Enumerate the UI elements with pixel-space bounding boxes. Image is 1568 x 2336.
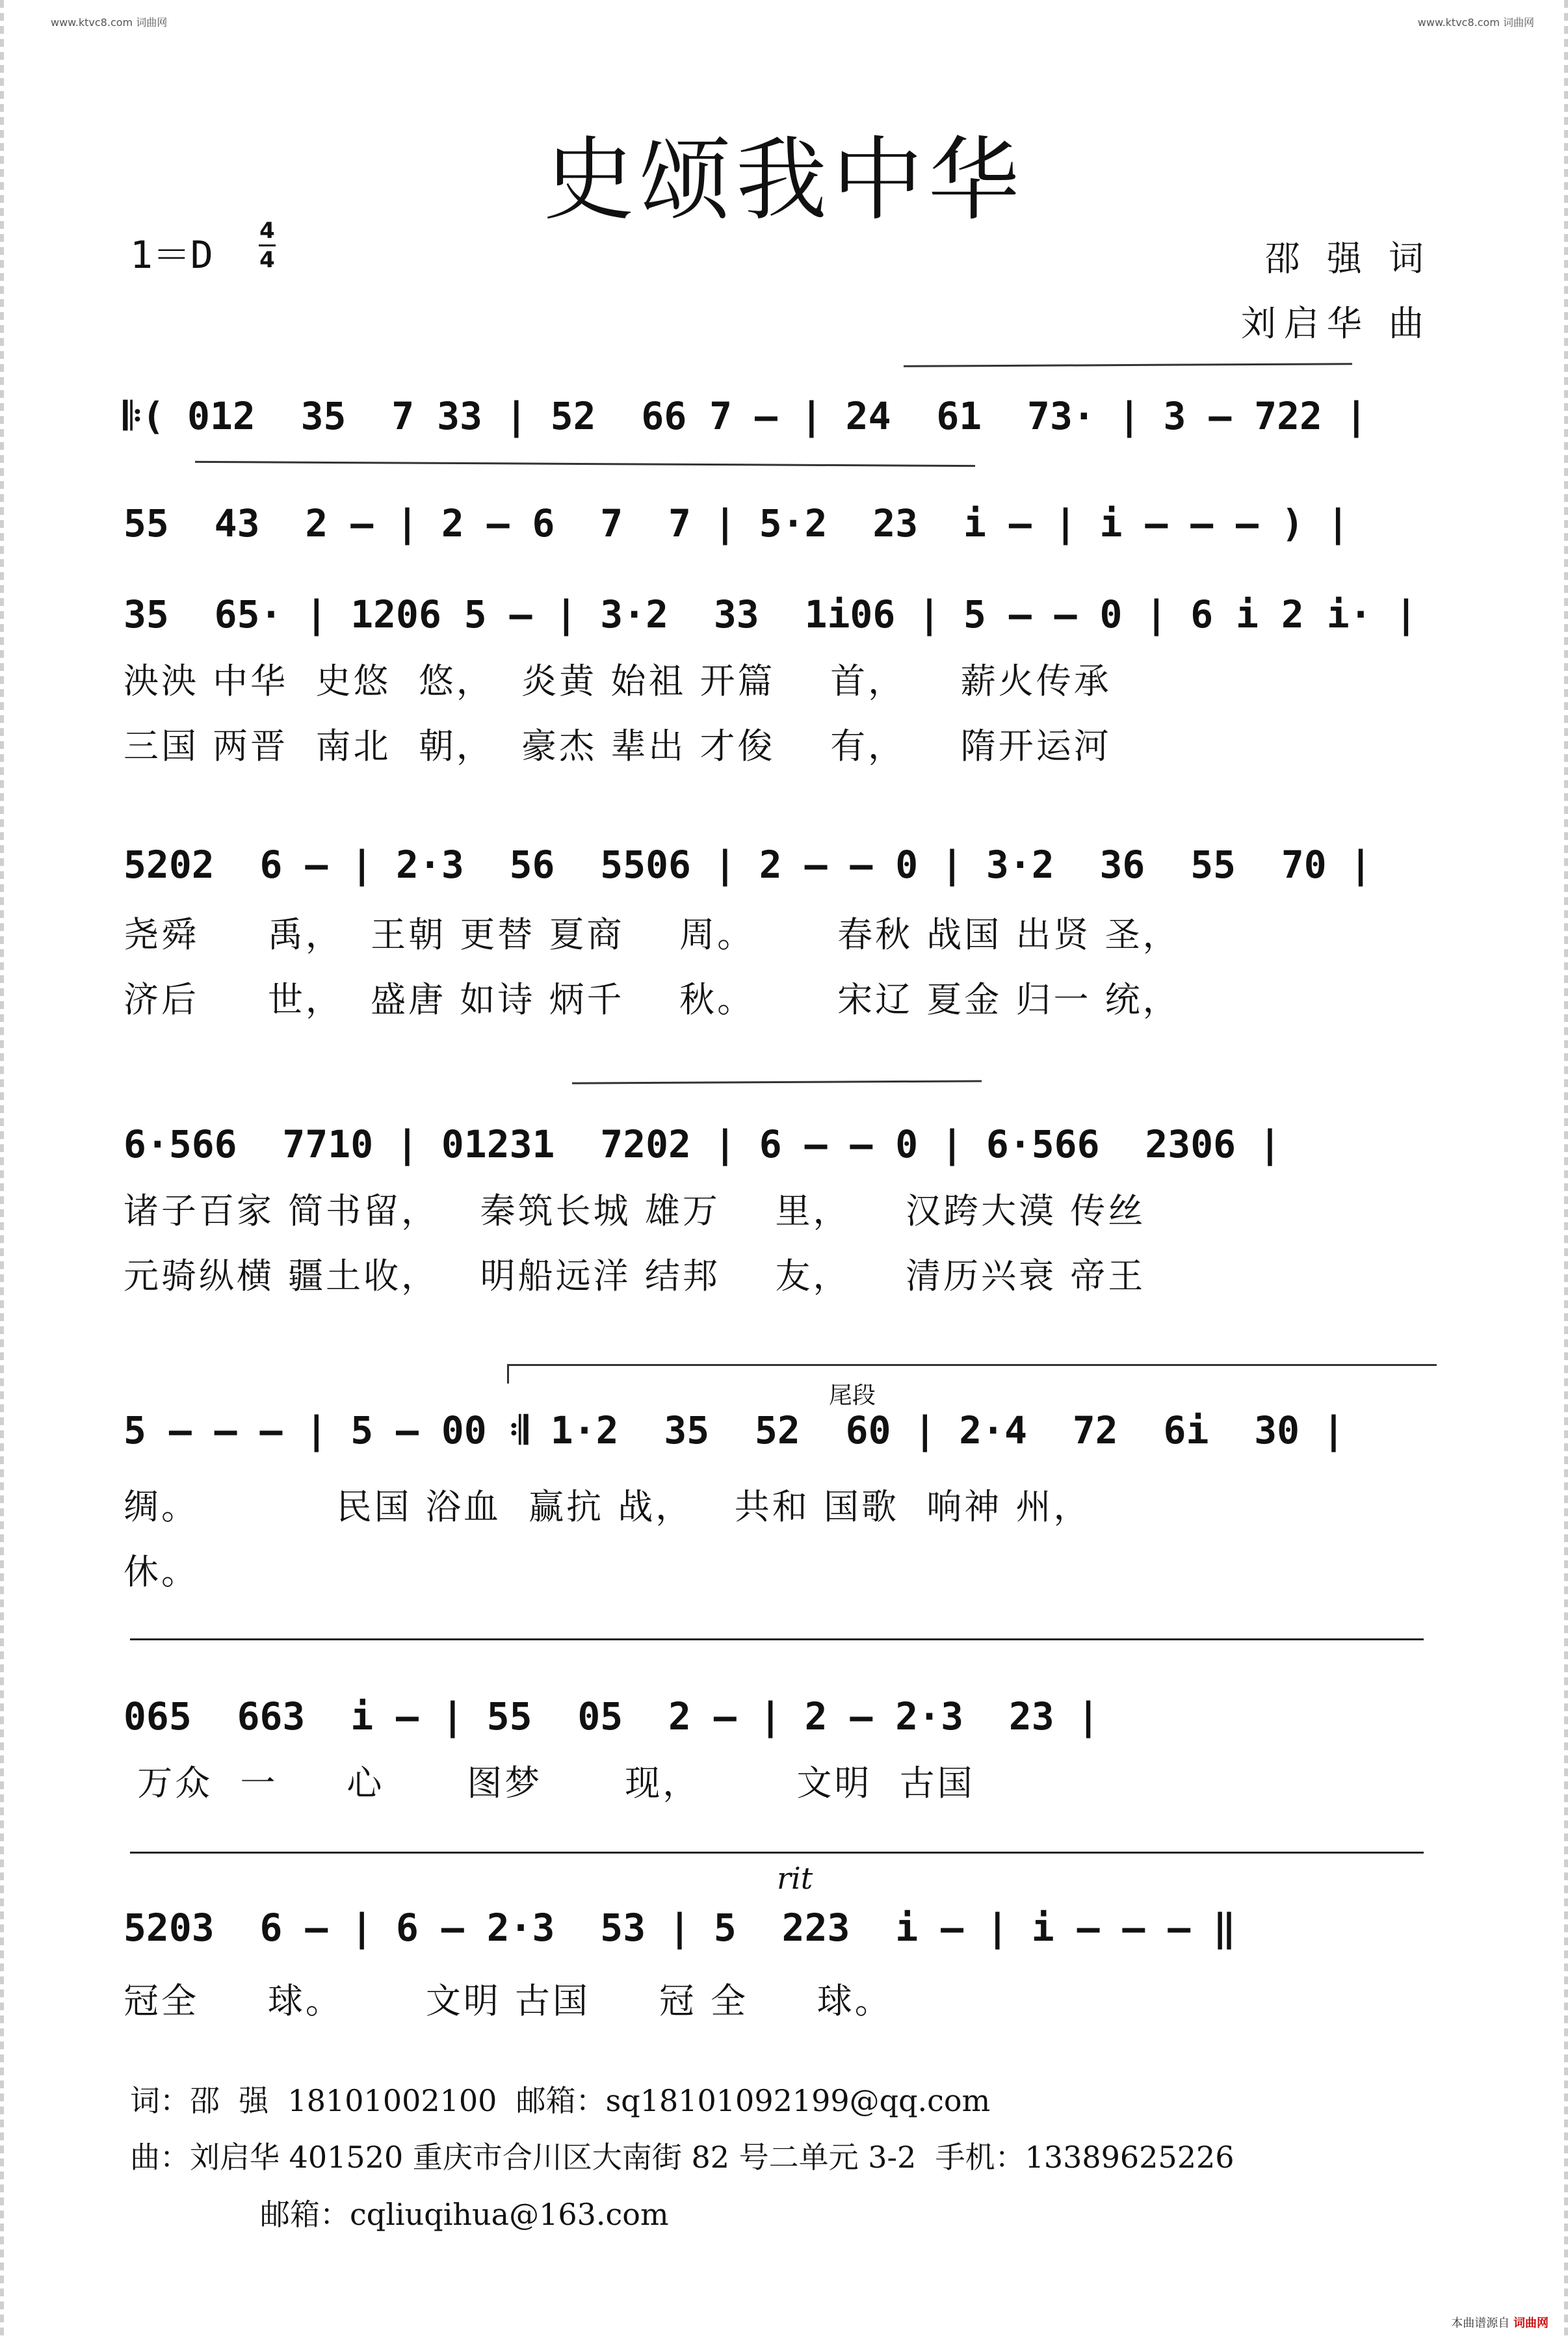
hairline-decoration (572, 1080, 982, 1084)
time-signature (259, 218, 276, 272)
hairline-decoration (195, 461, 975, 467)
notation-line: 5203 6 – | 6 – 2·3 53 | 5 223 i – | i – – – ‖ (124, 1906, 1236, 1950)
notation-line: 6·566 7710 | 01231 7202 | 6 – – 0 | 6·566 2306 | (124, 1122, 1281, 1166)
section-divider (130, 1638, 1424, 1640)
rit-marking: rit (777, 1861, 813, 1896)
lyric-verse-2: 三国 两晋 南北 朝， 豪杰 辈出 才俊 有， 隋开运河 (124, 726, 1112, 767)
notation-line: 55 43 2 – | 2 – 6 7 7 | 5·2 23 i – | i – – – ) | (124, 501, 1350, 545)
notation-line: 𝄆( 012 35 7 33 | 52 66 7 – | 24 61 73· | 3 – 722 | (124, 393, 1368, 438)
time-signature-bottom: 4 (259, 247, 275, 273)
source-badge-brand: 词曲网 (1513, 2316, 1548, 2330)
notation-line: 5202 6 – | 2·3 56 5506 | 2 – – 0 | 3·2 36 55 70 | (124, 843, 1372, 887)
lyric-verse-1: 万众 一 心 图梦 现， 文明 古国 (124, 1763, 975, 1804)
lyric-verse-1: 绸。 民国 浴血 赢抗 战， 共和 国歌 响神 州， (124, 1486, 1091, 1527)
time-signature-top: 4 (259, 218, 275, 244)
footer-composer-info: 曲：刘启华 401520 重庆市合川区大南街 82 号二单元 3-2 手机：13389625226 (130, 2140, 1235, 2175)
notation-line: 065 663 i – | 55 05 2 – | 2 – 2·3 23 | (124, 1694, 1100, 1739)
source-badge-text: 本曲谱源自 (1451, 2316, 1510, 2330)
watermark-left: www.ktvc8.com 词曲网 (51, 16, 168, 29)
song-title: 史颂我中华 (543, 127, 1025, 233)
right-border-strip (1564, 0, 1568, 2336)
lyric-verse-1: 冠全 球。 文明 古国 冠 全 球。 (124, 1980, 893, 2021)
time-signature-divider (259, 244, 276, 246)
lyric-verse-1: 诸子百家 简书留， 秦筑长城 雄万 里， 汉跨大漠 传丝 (124, 1190, 1146, 1231)
lyricist-credit: 邵 强 词 (1264, 238, 1431, 279)
hairline-decoration (904, 363, 1352, 367)
notation-line: 5 – – – | 5 – 00 𝄇 1·2 35 52 60 | 2·4 72 6i 30 | (124, 1408, 1345, 1452)
section-bracket (507, 1364, 1437, 1366)
source-badge (1451, 2314, 1548, 2331)
key-signature: 1＝D (130, 233, 213, 277)
lyric-verse-1: 泱泱 中华 史悠 悠， 炎黄 始祖 开篇 首， 薪火传承 (124, 661, 1112, 702)
section-label: 尾段 (829, 1382, 876, 1409)
footer-lyricist-info: 词：邵 强 18101002100 邮箱：sq18101092199@qq.com (130, 2083, 991, 2118)
lyric-verse-2: 元骑纵横 疆土收， 明船远洋 结邦 友， 清历兴衰 帝王 (124, 1255, 1146, 1296)
left-border-strip (0, 0, 4, 2336)
lyric-verse-2: 济后 世， 盛唐 如诗 炳千 秋。 宋辽 夏金 归一 统， (124, 979, 1181, 1020)
section-divider (130, 1852, 1424, 1854)
composer-credit: 刘启华 曲 (1240, 303, 1431, 344)
footer-composer-email: 邮箱：cqliuqihua@163.com (260, 2197, 669, 2232)
lyric-verse-1: 尧舜 禹， 王朝 更替 夏商 周。 春秋 战国 出贤 圣， (124, 914, 1181, 955)
lyric-verse-2: 休。 (124, 1551, 199, 1592)
watermark-right: www.ktvc8.com 词曲网 (1417, 16, 1534, 29)
notation-line: 35 65· | 1206 5 – | 3·2 33 1i06 | 5 – – 0 | 6 i 2 i· | (124, 592, 1418, 636)
section-bracket-tick (507, 1364, 509, 1384)
